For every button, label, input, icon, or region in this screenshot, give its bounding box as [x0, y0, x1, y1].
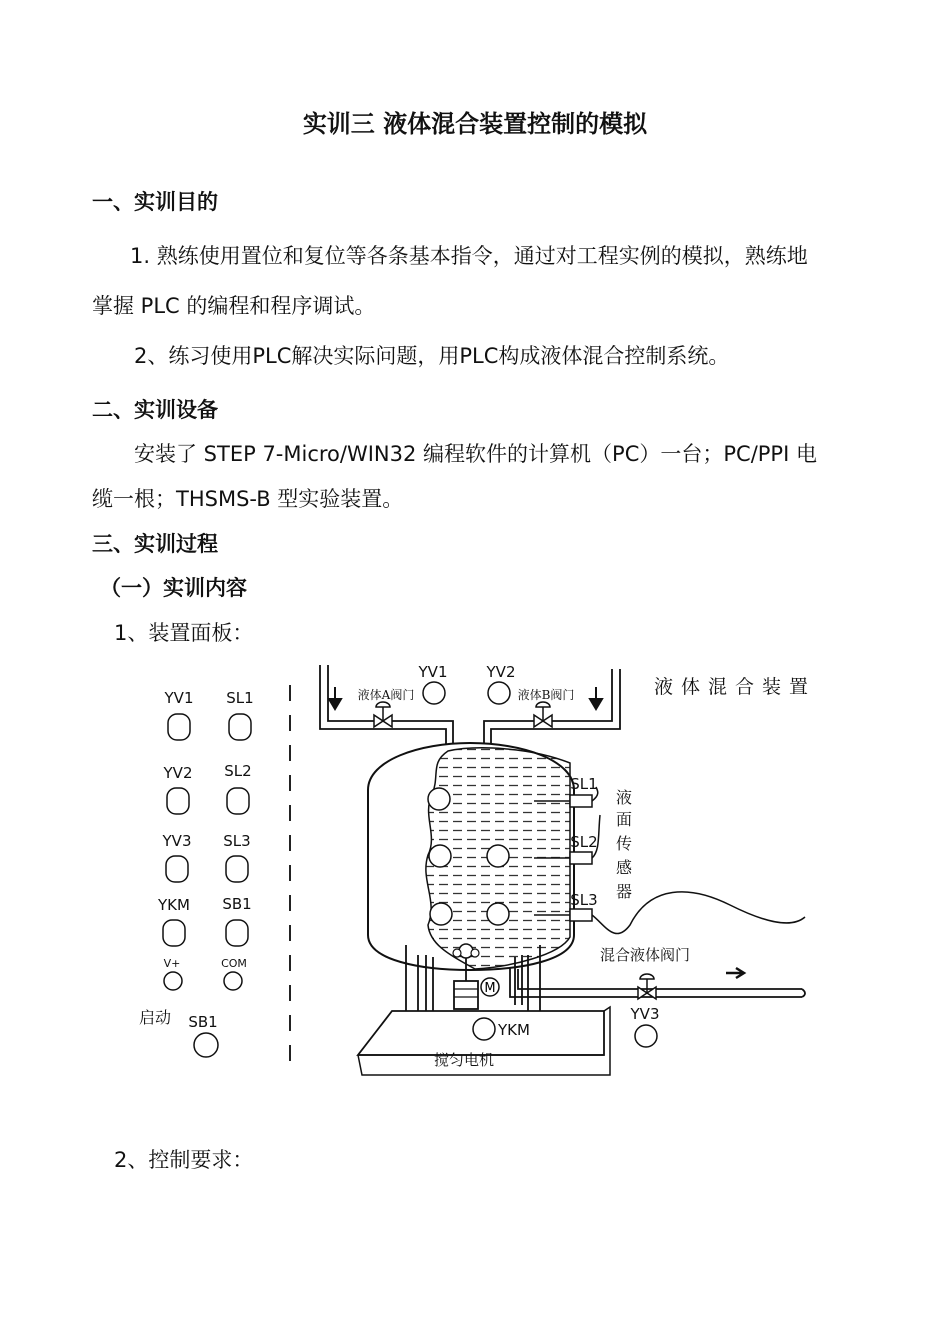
section-heading-purpose: 一、实训目的: [92, 190, 218, 214]
yv3-indicator[interactable]: [635, 1025, 657, 1047]
item-control-requirements: 2、控制要求：: [114, 1148, 254, 1172]
panel-label-start-button: SB1: [188, 1013, 218, 1031]
terminal-sl3[interactable]: [226, 856, 248, 882]
valve-a-label: 液体A阀门: [357, 688, 415, 702]
ykm-indicator[interactable]: [473, 1018, 495, 1040]
paragraph-equipment-line2: 缆一根；THSMS-B 型实验装置。: [92, 487, 404, 511]
tank-indicator-1: [428, 788, 450, 810]
yv2-indicator[interactable]: [488, 682, 510, 704]
ykm-label: YKM: [498, 1021, 530, 1039]
sensor-label-char-1: 液: [615, 788, 633, 807]
paragraph-purpose-1-line2: 掌握 PLC 的编程和程序调试。: [92, 294, 376, 318]
inlet-pipes: [320, 665, 620, 747]
terminal-sl2[interactable]: [227, 788, 249, 814]
panel-label-sl2: SL2: [224, 762, 252, 780]
tank-indicator-3: [487, 845, 509, 867]
control-panel: [139, 685, 290, 1065]
valve-a-icon: [374, 702, 392, 727]
inlet-b-arrow-icon: [590, 687, 602, 709]
panel-label-sl1: SL1: [226, 689, 254, 707]
terminal-yv3[interactable]: [166, 856, 188, 882]
motor-symbol: M: [484, 981, 496, 996]
panel-label-vplus: V+: [163, 957, 181, 970]
sensor-label-char-2: 面: [615, 810, 633, 829]
mix-valve-icon: [638, 974, 656, 999]
sensor-label-char-3: 传: [615, 834, 633, 853]
panel-label-com: COM: [221, 957, 247, 970]
paragraph-equipment-line1: 安装了 STEP 7-Micro/WIN32 编程软件的计算机（PC）一台；PC/PPI 电: [134, 442, 817, 466]
panel-label-start: 启动: [138, 1008, 172, 1027]
panel-label-yv3: YV3: [162, 832, 192, 850]
sensor-label-char-4: 感: [615, 858, 633, 877]
terminal-com[interactable]: [224, 972, 242, 990]
sl2-label: SL2: [570, 833, 598, 851]
valve-b-icon: [534, 702, 552, 727]
paragraph-purpose-2: 2、练习使用PLC解决实际问题，用PLC构成液体混合控制系统。: [134, 344, 730, 368]
section-heading-equipment: 二、实训设备: [92, 398, 218, 422]
subsection-heading-content: （一）实训内容: [100, 576, 247, 600]
paragraph-purpose-1-line1: 1. 熟练使用置位和复位等各条基本指令，通过对工程实例的模拟，熟练地: [130, 244, 808, 268]
terminal-vplus[interactable]: [164, 972, 182, 990]
device-panel-figure: [130, 655, 820, 1095]
valve-b-label: 液体B阀门: [517, 688, 575, 702]
tank-indicator-4: [430, 903, 452, 925]
outlet-pipe: [510, 967, 805, 997]
terminal-yv2[interactable]: [167, 788, 189, 814]
device-panel-diagram: [130, 655, 820, 1095]
tank-indicator-5: [487, 903, 509, 925]
page-title: 实训三 液体混合装置控制的模拟: [302, 110, 648, 138]
terminal-sl1[interactable]: [229, 714, 251, 740]
yv1-indicator[interactable]: [423, 682, 445, 704]
panel-label-ykm: YKM: [158, 896, 190, 914]
panel-label-sb1: SB1: [222, 895, 252, 913]
outlet-arrow-icon: [726, 968, 744, 978]
sl1-label: SL1: [570, 775, 598, 793]
terminal-ykm[interactable]: [163, 920, 185, 946]
yv1-label: YV1: [418, 663, 448, 681]
panel-label-yv2: YV2: [163, 764, 193, 782]
yv2-label: YV2: [486, 663, 516, 681]
start-button[interactable]: [194, 1033, 218, 1057]
terminal-yv1[interactable]: [168, 714, 190, 740]
sensor-label-char-5: 器: [615, 882, 633, 901]
motor-label: 搅匀电机: [433, 1051, 495, 1069]
tank-indicator-2: [429, 845, 451, 867]
device-title: 液体混合装置: [654, 676, 817, 698]
sl3-label: SL3: [570, 891, 598, 909]
inlet-a-arrow-icon: [329, 687, 341, 709]
yv3-label: YV3: [630, 1005, 660, 1023]
terminal-sb1[interactable]: [226, 920, 248, 946]
panel-label-yv1: YV1: [164, 689, 194, 707]
mix-valve-label: 混合液体阀门: [600, 946, 691, 964]
section-heading-process: 三、实训过程: [92, 532, 218, 556]
panel-label-sl3: SL3: [223, 832, 251, 850]
item-panel: 1、装置面板：: [114, 621, 254, 645]
